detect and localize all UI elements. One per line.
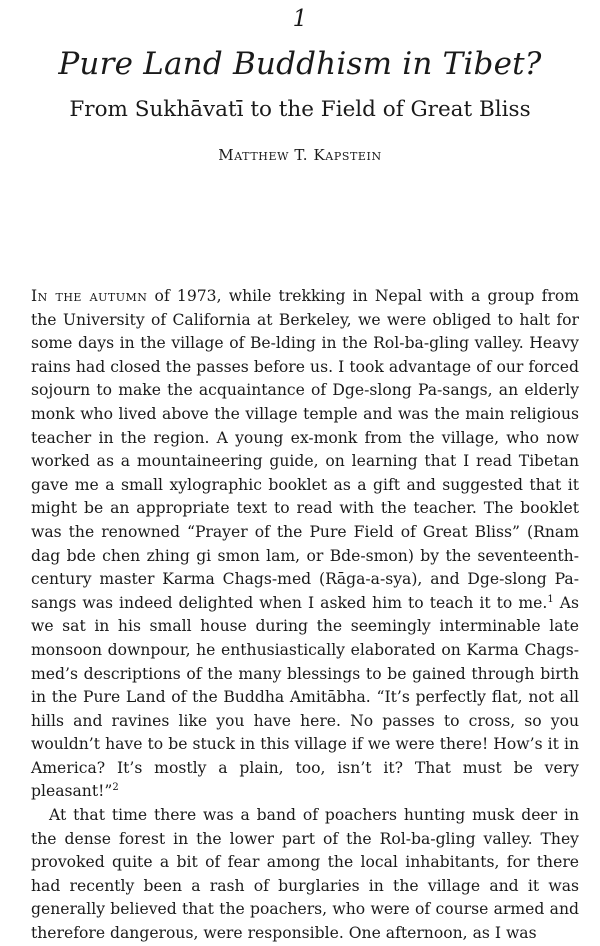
chapter-title: Pure Land Buddhism in Tibet? xyxy=(58,46,542,82)
footnote-marker: 2 xyxy=(112,782,119,794)
author-name: Matthew T. Kapstein xyxy=(218,146,382,164)
paragraph-lead-in: In the autumn xyxy=(31,287,148,305)
body-text xyxy=(31,285,579,946)
paragraph-text: As we sat in his small house during the seemingly interminable late monsoon downpour, he enthusiastically elaborated on Karma Chags-med’s descriptions of the many blessings to be gained through birth in the Pure Land of the Buddha Amitābha. “It’s perfectly flat, not all hills and ravines like you have here. No passes to cross, so you wouldn’t have to be stuck in this village if we were there! How’s it in America? It’s mostly a plain, too, isn’t it? That must be very pleasant!” xyxy=(31,593,579,801)
paragraph: At that time there was a band of poachers hunting musk deer in the dense forest in the lower part of the Rol-ba-gling valley. They provoked quite a bit of fear among the local inhabitants, for there had recently been a rash of burglaries in the village and it was generally believed that the poachers, who were of course armed and therefore dangerous, were responsible. One afternoon, as I was xyxy=(31,806,579,943)
chapter-subtitle: From Sukhāvatī to the Field of Great Bliss xyxy=(69,97,531,122)
footnote-marker: 1 xyxy=(547,593,554,605)
paragraph-text: of 1973, while trekking in Nepal with a group from the University of California at Berkeley, we were obliged to halt for some days in the village of Be-lding in the Rol-ba-gling valley. Heavy rains had closed the passes before us. I took advantage of our forced sojourn to make the acquaintance of Dge-slong Pa-sangs, an elderly monk who lived above the village temple and was the main religious teacher in the region. A young ex-monk from the village, who now worked as a mountaineering guide, on learning that I read Tibetan gave me a small xylographic booklet as a gift and suggested that it might be an appropriate text to read with the teacher. The booklet was the renowned “Prayer of the Pure Field of Great Bliss” (Rnam dag bde chen zhing gi smon lam, or Bde-smon) by the seventeenth-century master Karma Chags-med (Rāga-a-sya), and Dge-slong Pa-sangs was indeed delighted when I asked him to teach it to me. xyxy=(31,287,579,612)
chapter-number: 1 xyxy=(292,6,308,32)
paragraph xyxy=(31,285,579,804)
